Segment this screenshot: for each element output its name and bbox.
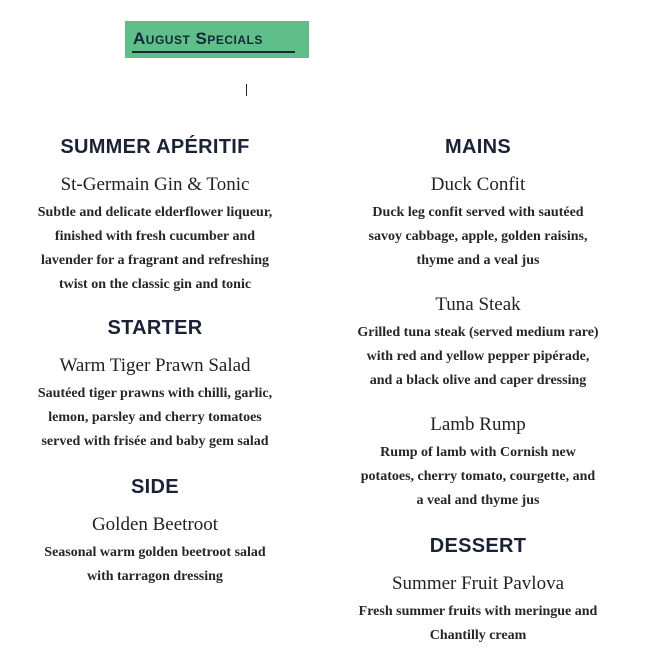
item-description [0, 382, 310, 454]
section-heading: DESSERT [429, 535, 527, 557]
menu-item [323, 411, 633, 513]
section-aperitif [0, 132, 310, 297]
description-line: with red and yellow pepper pipérade, [366, 349, 590, 364]
description-line: potatoes, cherry tomato, courgette, and [360, 469, 596, 484]
august-specials-banner [125, 21, 309, 58]
item-title: Lamb Rump [430, 414, 526, 435]
item-description [323, 600, 633, 648]
menu-item [323, 291, 633, 393]
description-line: Fresh summer fruits with meringue and [358, 604, 598, 619]
menu-item [0, 171, 310, 297]
item-title: Duck Confit [430, 174, 526, 195]
description-line: Rump of lamb with Cornish new [380, 445, 576, 460]
item-description [323, 321, 633, 393]
description-line: a veal and thyme jus [416, 493, 540, 508]
item-description [0, 541, 310, 589]
item-description [0, 201, 310, 297]
item-description [323, 441, 633, 513]
banner-title: August Specials [133, 29, 263, 48]
description-line: Grilled tuna steak (served medium rare) [357, 325, 599, 340]
item-title: Warm Tiger Prawn Salad [59, 355, 251, 376]
menu-item [0, 352, 310, 454]
description-line: Chantilly cream [429, 628, 527, 643]
description-line: Sautéed tiger prawns with chilli, garlic, [37, 386, 273, 401]
section-heading: MAINS [445, 136, 511, 158]
section-heading: SIDE [131, 476, 179, 498]
item-title: Summer Fruit Pavlova [391, 573, 565, 594]
section-side [0, 472, 310, 589]
menu-item [323, 171, 633, 273]
section-starter [0, 313, 310, 454]
banner-underline [132, 51, 295, 53]
menu-item [323, 570, 633, 648]
description-line: and a black olive and caper dressing [369, 373, 587, 388]
description-line: lavender for a fragrant and refreshing [40, 253, 269, 268]
description-line: served with frisée and baby gem salad [41, 434, 269, 449]
description-line: thyme and a veal jus [416, 253, 540, 268]
item-title: Tuna Steak [435, 294, 521, 315]
menu-item [0, 511, 310, 589]
section-mains [323, 132, 633, 513]
description-line: savoy cabbage, apple, golden raisins, [368, 229, 588, 244]
description-line: Subtle and delicate elderflower liqueur, [37, 205, 273, 220]
description-line: Seasonal warm golden beetroot salad [44, 545, 266, 560]
description-line: finished with fresh cucumber and [54, 229, 256, 244]
description-line: with tarragon dressing [87, 569, 223, 584]
item-description [323, 201, 633, 273]
description-line: lemon, parsley and cherry tomatoes [48, 410, 262, 425]
description-line: twist on the classic gin and tonic [58, 277, 252, 292]
section-heading: SUMMER APÉRITIF [60, 136, 250, 158]
section-dessert [323, 531, 633, 648]
item-title: St-Germain Gin & Tonic [60, 174, 250, 195]
description-line: Duck leg confit served with sautéed [372, 205, 584, 220]
item-title: Golden Beetroot [91, 514, 219, 535]
text-cursor [246, 84, 247, 96]
section-heading: STARTER [107, 317, 203, 339]
